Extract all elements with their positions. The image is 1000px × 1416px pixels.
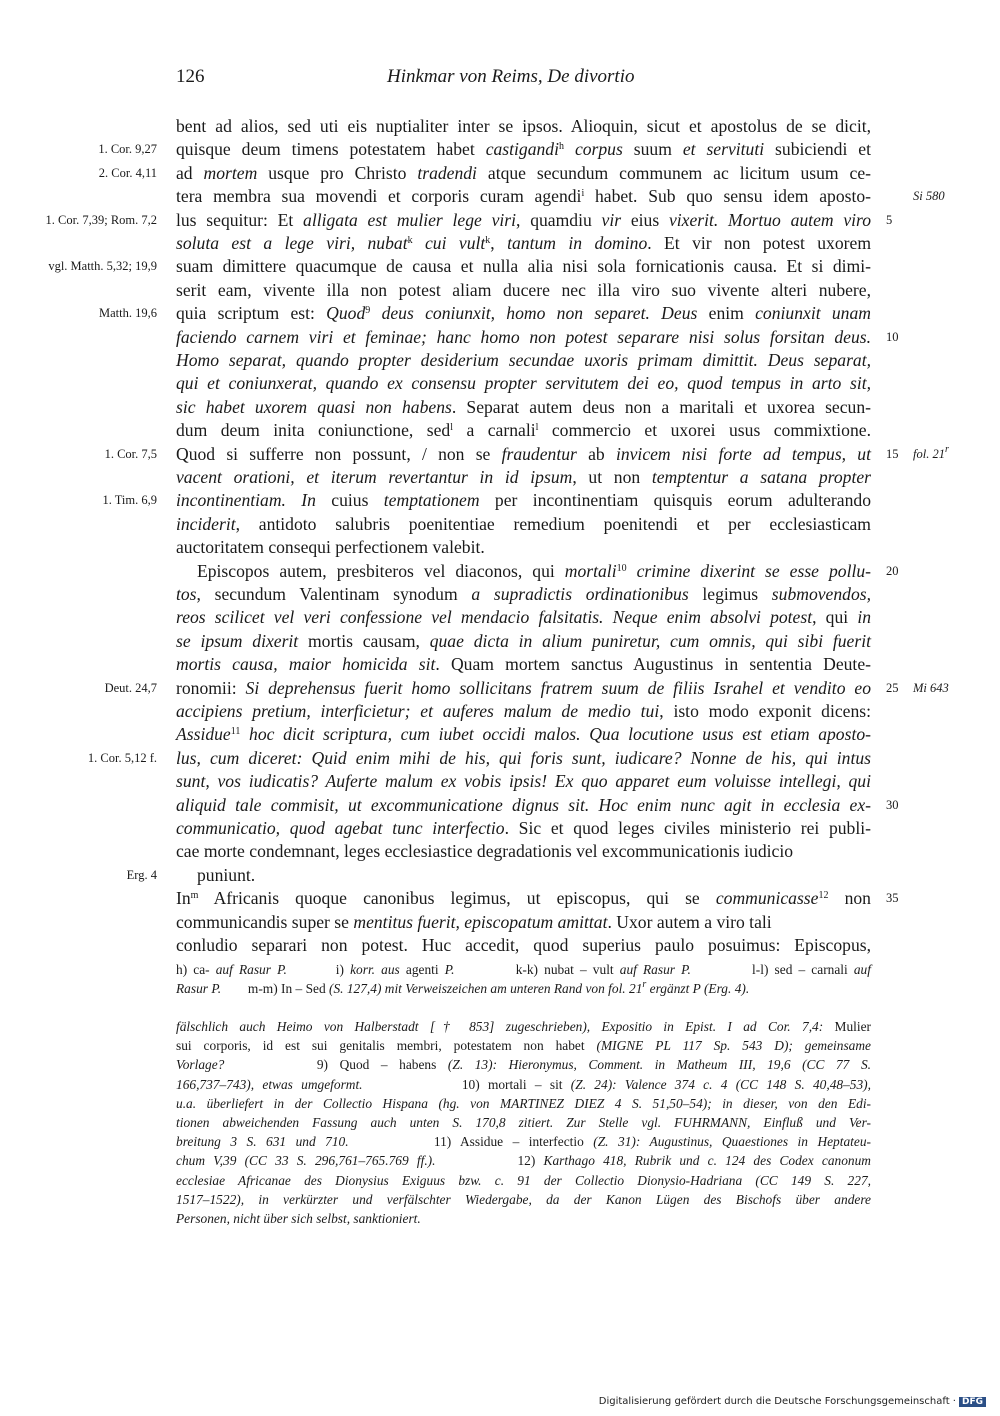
text-line: accipiens pretium, interficietur; et auferes malum de medio tui, isto modo exponit dicens: bbox=[176, 701, 871, 721]
text-line: incontinentiam. In cuius temptationem per incontinentiam quisquis eorum adulterando bbox=[176, 490, 871, 511]
folio-reference: fol. 21$^r$ bbox=[913, 443, 949, 461]
margin-reference: Erg. 4 bbox=[126, 867, 157, 882]
text-line: Episcopos autem, presbiteros vel diaconos, qui mortali$^{10}$ crimine dixerint se esse pollu- bbox=[197, 560, 871, 581]
text-line: auctoritatem consequi perfectionem valebit. bbox=[176, 537, 485, 558]
text-line: mortis causa, maior homicida sit. Quam mortem sanctus Augustinus in sententia Deute- bbox=[176, 654, 871, 675]
folio-reference: Mi 643 bbox=[913, 680, 949, 695]
text-line: quisque deum timens potestatem habet castigandi$^h$ corpus suum et servituti subiciendi et bbox=[176, 139, 871, 160]
dfg-logo: DFG bbox=[959, 1397, 986, 1407]
folio-reference: Si 580 bbox=[913, 189, 945, 204]
note-line: sui corporis, id est sui genitalis membri, potestatem non habet (MIGNE PL 117 Sp. 543 D); gemeinsame bbox=[176, 1038, 871, 1054]
text-line: soluta est a lege viri, nubat$^k$ cui vult$^k$, tantum in domino. Et vir non potest uxorem bbox=[176, 233, 872, 253]
text-line: tera membra sua movendi et corporis curam agendi$^i$ habet. Sub quo sensu idem aposto- bbox=[176, 186, 872, 207]
line-number: 5 bbox=[886, 212, 893, 227]
page-number: 126 bbox=[176, 66, 205, 87]
text-line: ad mortem usque pro Christo tradendi atque secundum communem ac licitum usum ce- bbox=[176, 162, 871, 183]
text-line: communicandis super se mentitus fuerit, episcopatum amittat. Uxor autem a viro tali bbox=[176, 911, 772, 932]
line-number: 35 bbox=[886, 891, 899, 906]
note-line: 1517–1522), in verkürzter und verfälschter Wiedergabe, da der Kanon Lügen des Bischofs über andere bbox=[176, 1191, 871, 1207]
text-line: sunt, vos iudicatis? Auferte malum ex vobis ipsis! Ex quo apparet eum voluisse intellegi, qui bbox=[176, 771, 871, 792]
text-line: qui et coniunxerat, quando ex consensu propter servitutem dei eo, quod tempus in arto sit, bbox=[176, 373, 871, 394]
text-line: Homo separat, quando propter desiderium secundae uxoris primam dimittit. Deus separat, bbox=[176, 350, 871, 370]
text-line: lus, cum diceret: Quid enim mihi de his, qui foris sunt, iudicare? Nonne de his, qui intus bbox=[176, 747, 871, 768]
text-line: communicatio, quod agebat tunc interfectio. Sic et quod leges civiles ministerio rei publi- bbox=[176, 818, 871, 838]
text-line: lus sequitur: Et alligata est mulier lege viri, quamdiu vir eius vixerit. Mortuo autem viro bbox=[176, 209, 872, 230]
note-line: 166,737–743), etwas umgeformt. 10) mortali – sit (Z. 24): Valence 374 c. 4 (CC 148 S. 40,48–53), bbox=[176, 1076, 871, 1092]
apparatus-line: Rasur P. m-m) In – Sed (S. 127,4) mit Verweiszeichen am unteren Rand von fol. 21$^r$ ergänzt P (Erg. 4). bbox=[176, 979, 750, 996]
text-line: reos scilicet vel veri confessione vel mendacio falsitatis. Neque enim absolvi potest, qui in bbox=[176, 607, 871, 628]
apparatus-line: h) ca- auf Rasur P. i) korr. aus agenti P. k-k) nubat – vult auf Rasur P. l-l) sed – carnali auf bbox=[176, 962, 871, 977]
text-line: quia scriptum est: Quod$^9$ deus coniunxit, homo non separet. Deus enim coniunxit unam bbox=[176, 303, 871, 324]
margin-reference: Deut. 24,7 bbox=[104, 680, 157, 695]
margin-reference: 1. Tim. 6,9 bbox=[102, 493, 157, 508]
running-title: Hinkmar von Reims, De divortio bbox=[387, 66, 635, 87]
text-line: Assidue$^{11}$ hoc dicit scriptura, cum iubet occidi malos. Qua locutione usus est etiam aposto- bbox=[176, 724, 871, 745]
margin-reference: 2. Cor. 4,11 bbox=[98, 165, 157, 180]
note-line: tionen abweichenden Fassung auch unten S. 170,8 zitiert. Zur Stelle vgl. FUHRMANN, Einfluß und Ver- bbox=[176, 1115, 871, 1130]
text-line: sic habet uxorem quasi non habens. Separat autem deus non a maritali et uxorea secun- bbox=[176, 396, 871, 417]
margin-reference: 1. Cor. 7,5 bbox=[104, 446, 157, 461]
text-line: ronomii: Si deprehensus fuerit homo sollicitans fratrem suum de filiis Israhel et vendito eo bbox=[176, 677, 871, 698]
text-line: puniunt. bbox=[197, 864, 256, 885]
margin-reference: 1. Cor. 5,12 f. bbox=[87, 750, 157, 765]
note-line: breitung 3 S. 631 und 710. 11) Assidue – interfectio (Z. 31): Augustinus, Quaestiones in Heptateu- bbox=[176, 1134, 871, 1150]
text-line: aliquid tale commisit, ut excommunicatione dignus sit. Hoc enim nunc agit in ecclesia ex- bbox=[176, 794, 871, 815]
margin-reference: Matth. 19,6 bbox=[99, 306, 157, 321]
note-line: u.a. überliefert in der Collectio Hispana (hg. von MARTINEZ DIEZ 4 S. 51,50–54); in dieser, von den Edi- bbox=[176, 1095, 871, 1111]
note-line: chum V,39 (CC 33 S. 296,761–765.769 ff.). 12) Karthago 418, Rubrik und c. 124 des Codex canonum bbox=[176, 1153, 871, 1169]
note-line: ecclesiae Africanae des Dionysius Exiguus bzw. c. 91 der Collectio Dionysio-Hadriana (CC 149 S. 227, bbox=[176, 1172, 871, 1188]
margin-reference: 1. Cor. 7,39; Rom. 7,2 bbox=[45, 212, 157, 227]
text-line: serit eam, vivente illa non potest aliam ducere nec illa viro suo vivente alteri nubere, bbox=[176, 279, 871, 300]
line-number: 30 bbox=[886, 797, 899, 812]
dfg-credit bbox=[599, 1396, 986, 1407]
text-line: In$^m$ Africanis quoque canonibus legimus, ut episcopus, qui se communicasse$^{12}$ non bbox=[176, 888, 871, 909]
text-line: vacent orationi, et iterum revertantur in id ipsum, ut non temptentur a satana propter bbox=[176, 467, 871, 487]
margin-reference: 1. Cor. 9,27 bbox=[98, 142, 157, 157]
text-line: tos, secundum Valentinam synodum a supradictis ordinationibus legimus submovendos, bbox=[176, 584, 871, 604]
note-line: Vorlage? 9) Quod – habens (Z. 13): Hieronymus, Comment. in Matheum III, 19,6 (CC 77 S. bbox=[176, 1057, 871, 1073]
note-line: fälschlich auch Heimo von Halberstadt [† 853] zugeschrieben), Expositio in Epist. I ad Cor. 7,4: Mulier bbox=[176, 1019, 871, 1034]
text-line: conludio separari non potest. Huc accedit, quod superius paulo posuimus: Episcopus, bbox=[176, 935, 871, 955]
text-line: bent ad alios, sed uti eis nuptialiter inter se ipsos. Alioquin, sicut et apostolus de se dicit, bbox=[176, 116, 871, 136]
text-line: cae morte condemnant, leges ecclesiastice degradationis vel excommunicationis iudicio bbox=[176, 841, 794, 862]
text-line: se ipsum dixerit mortis causam, quae dicta in alium puniretur, cum omnis, qui sibi fuerit bbox=[176, 630, 871, 651]
text-line: inciderit, antidoto salubris poenitentiae remedium poenitendi et per ecclesiasticam bbox=[176, 513, 871, 534]
margin-reference: vgl. Matth. 5,32; 19,9 bbox=[48, 259, 157, 274]
line-number: 25 bbox=[886, 680, 899, 695]
line-number: 20 bbox=[886, 563, 899, 578]
note-line: Personen, nicht über sich selbst, sanktioniert. bbox=[176, 1211, 421, 1226]
text-line: faciendo carnem viri et feminae; hanc homo non potest separare nisi solus forsitan deus. bbox=[176, 326, 871, 347]
line-number: 15 bbox=[886, 446, 899, 461]
text-line: dum deum inita coniunctione, sed$^l$ a carnali$^l$ commercio et uxorei usus commixtione. bbox=[176, 420, 871, 441]
text-line: suam dimittere quacumque de causa et nulla alia nisi sola fornicationis causa. Et si dimi- bbox=[176, 256, 871, 277]
text-line: Quod si sufferre non possunt, / non se fraudentur ab invicem nisi forte ad tempus, ut bbox=[176, 443, 871, 464]
line-number: 10 bbox=[886, 329, 899, 344]
dfg-credit-text: Digitalisierung gefördert durch die Deutsche Forschungsgemeinschaft · bbox=[598, 1396, 956, 1407]
